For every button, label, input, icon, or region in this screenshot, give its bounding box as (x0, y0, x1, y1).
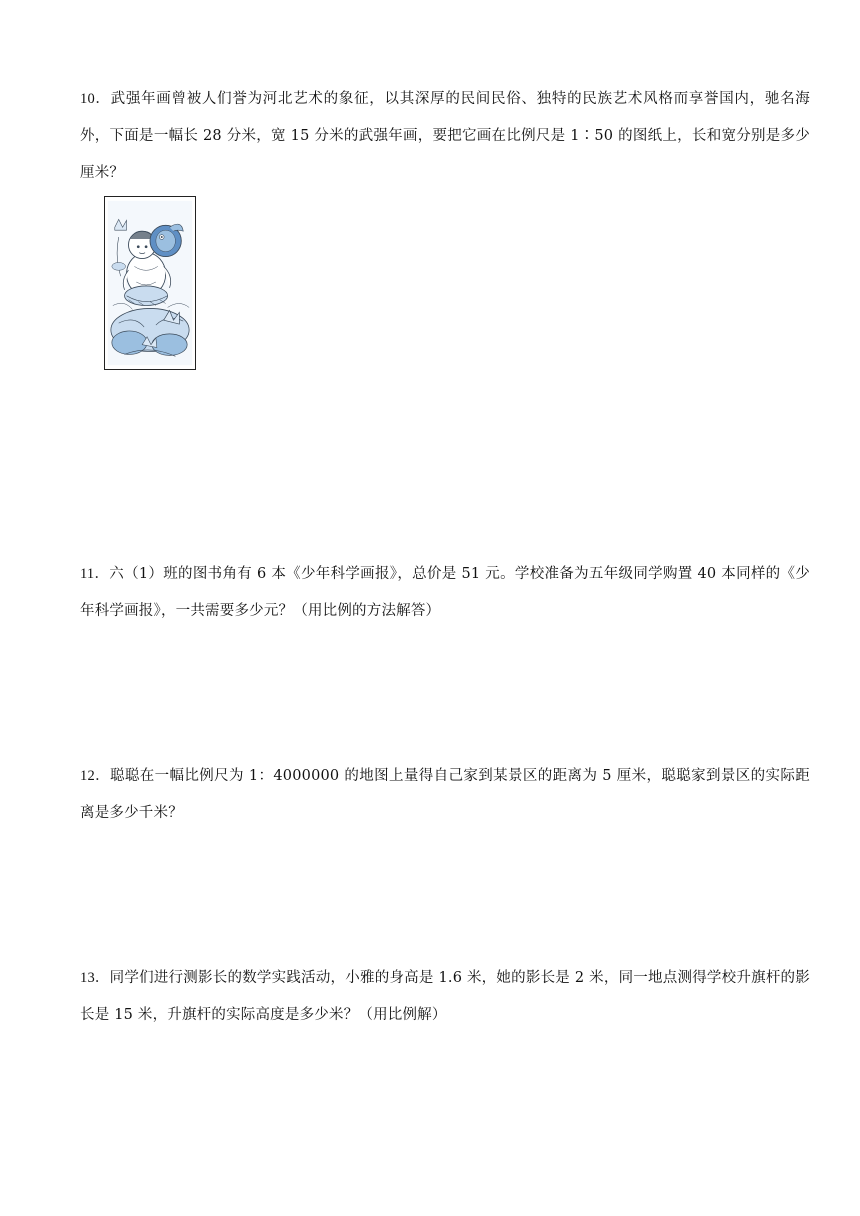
wuqiang-painting-icon (105, 197, 195, 369)
question-text: 聪聪在一幅比例尺为 1：4000000 的地图上量得自己家到某景区的距离为 5 厘米，聪聪家到景区的实际距离是多少千米？ (80, 768, 810, 821)
question-10 (80, 81, 810, 192)
question-13 (80, 960, 810, 1034)
question-12 (80, 758, 810, 832)
question-number: 13． (80, 970, 110, 986)
question-number: 10． (80, 91, 111, 107)
question-number: 12． (80, 768, 110, 784)
question-text: 武强年画曾被人们誉为河北艺术的象征，以其深厚的民间民俗、独特的民族艺术风格而享誉国内，驰名海外，下面是一幅长 28 分米，宽 15 分米的武强年画，要把它画在比例尺是 1∶50 的图纸上，长和宽分别是多少厘米？ (80, 91, 810, 181)
question-text: 同学们进行测影长的数学实践活动，小雅的身高是 1.6 米，她的影长是 2 米，同一地点测得学校升旗杆的影长是 15 米，升旗杆的实际高度是多少米？（用比例解） (80, 970, 810, 1023)
question-text: 六（1）班的图书角有 6 本《少年科学画报》，总价是 51 元。学校准备为五年级同学购置 40 本同样的《少年科学画报》，一共需要多少元？（用比例的方法解答） (80, 566, 810, 619)
new-year-painting-image (104, 196, 196, 370)
question-number: 11． (80, 566, 110, 582)
question-11 (80, 556, 810, 630)
